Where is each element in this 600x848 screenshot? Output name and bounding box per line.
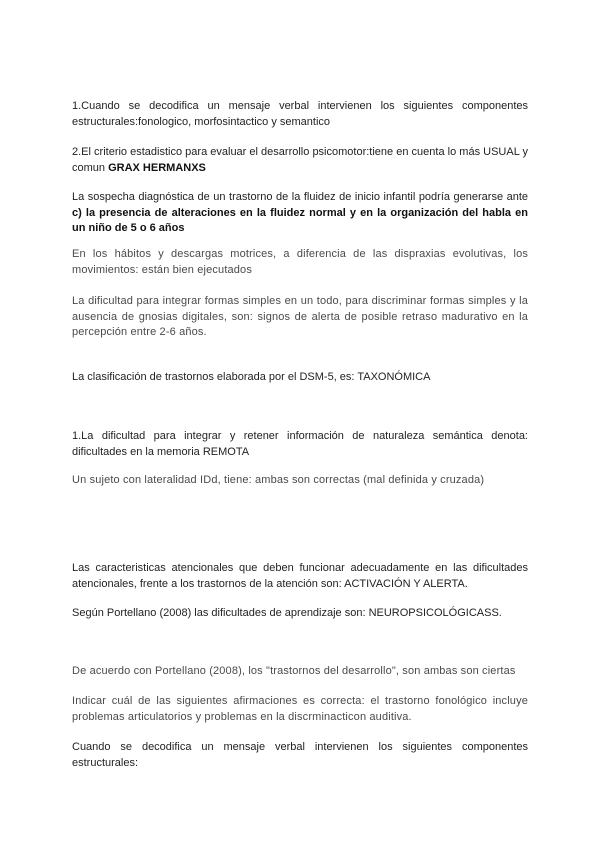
- paragraph-13: Cuando se decodifica un mensaje verbal intervienen los siguientes componentes estructurales:: [72, 741, 528, 769]
- paragraph-8: Un sujeto con lateralidad IDd, tiene: ambas son correctas (mal definida y cruzada): [72, 474, 485, 486]
- paragraph-3-text: La sospecha diagnóstica de un trastorno de la fluidez de inicio infantil podría generarse ante: [72, 191, 528, 203]
- paragraph-12: Indicar cuál de las siguientes afirmaciones es correcta: el trastorno fonológico incluye problemas articulatorios y problemas en la discrminacticon auditiva.: [72, 695, 528, 723]
- paragraph-2-text: 2.El criterio estadistico para evaluar el desarrollo psicomotor:tiene en cuenta lo más USUAL y comun: [72, 146, 528, 174]
- paragraph-10: Según Portellano (2008) las dificultades de aprendizaje son: NEUROPSICOLÓGICASS.: [72, 607, 502, 619]
- paragraph-6: La clasificación de trastornos elaborada por el DSM-5, es: TAXONÓMICA: [72, 371, 431, 383]
- paragraph-7: 1.La dificultad para integrar y retener información de naturaleza semántica denota: dificultades en la memoria REMOTA: [72, 430, 528, 458]
- paragraph-1: 1.Cuando se decodifica un mensaje verbal intervienen los siguientes componentes estructurales:fonologico, morfosintactico y semantico: [72, 100, 528, 128]
- paragraph-3: [72, 190, 528, 237]
- paragraph-5: La dificultad para integrar formas simples en un todo, para discriminar formas simples y la ausencia de gnosias digitales, son: signos de alerta de posible retraso madurativo en la percepción entre 2-6 años.: [72, 295, 528, 338]
- paragraph-4: En los hábitos y descargas motrices, a diferencia de las dispraxias evolutivas, los movimientos: están bien ejecutados: [72, 248, 528, 276]
- paragraph-2-bold: GRAX HERMANXS: [108, 161, 206, 174]
- paragraph-2: [72, 145, 528, 176]
- paragraph-3-bold: c) la presencia de alteraciones en la fluidez normal y en la organización del habla en un niño de 5 o 6 años: [72, 206, 528, 234]
- paragraph-9: Las caracteristicas atencionales que deben funcionar adecuadamente en las dificultades atencionales, frente a los trastornos de la atención son: ACTIVACIÓN Y ALERTA.: [72, 562, 528, 590]
- paragraph-11: De acuerdo con Portellano (2008), los "trastornos del desarrollo", son ambas son ciertas: [72, 665, 516, 677]
